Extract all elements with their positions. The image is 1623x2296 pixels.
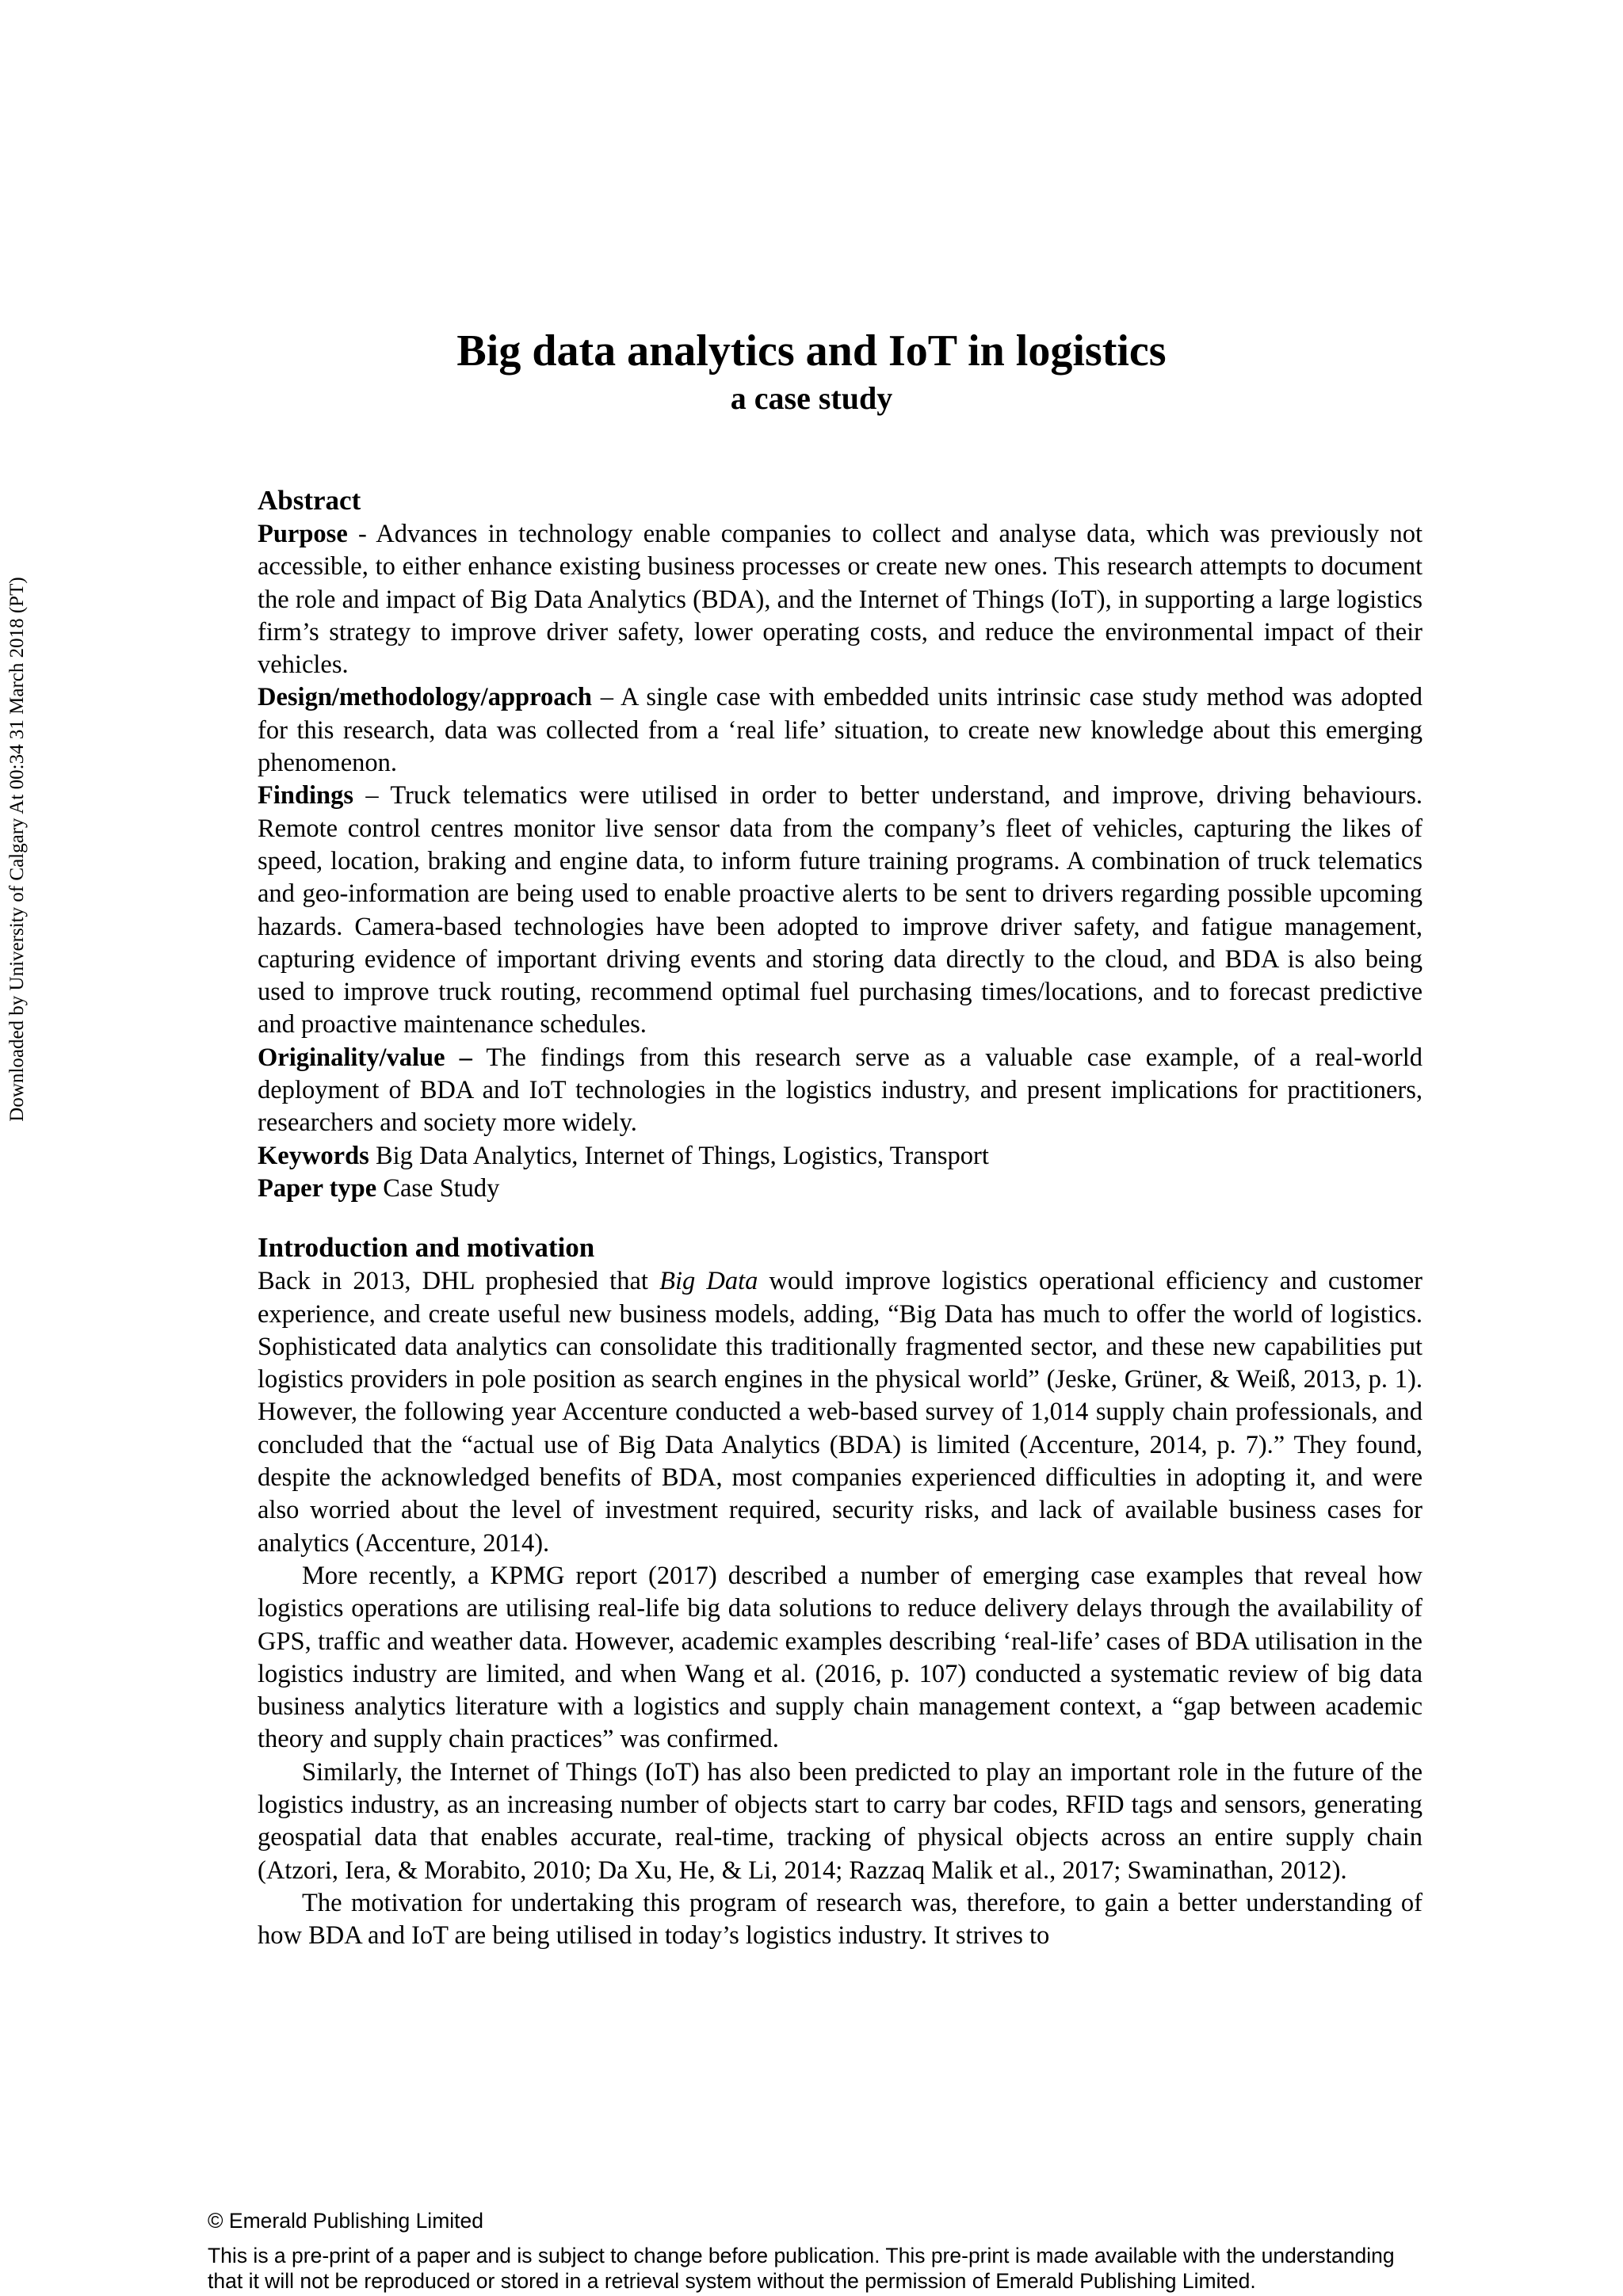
originality-text: The findings from this research serve as a valuable case example, of a real-world deployment of BDA and IoT technologies in the logistics industry, and present implications for practitioners, researchers and society more widely. <box>258 1043 1423 1138</box>
keywords-label: Keywords <box>258 1141 369 1170</box>
purpose-text: - Advances in technology enable companies to collect and analyse data, which was previously not accessible, to either enhance existing business processes or create new ones. This research attempts to document the role and impact of Big Data Analytics (BDA), and the Internet of Things (IoT), in supporting a large logistics firm’s strategy to improve driver safety, lower operating costs, and reduce the environmental impact of their vehicles. <box>258 520 1423 680</box>
design-label: Design/methodology/approach <box>258 683 592 712</box>
preprint-notice-line-2: that it will not be reproduced or stored in a retrieval system without the permission of Emerald Publishing Limited. <box>208 2269 1256 2293</box>
page-footer <box>208 2208 1476 2294</box>
abstract-originality <box>258 1042 1423 1140</box>
intro-paragraph-1 <box>258 1265 1423 1560</box>
findings-text: – Truck telematics were utilised in order to better understand, and improve, driving behaviours. Remote control centres monitor live sensor data from the company’s fleet of vehicles, capturing the likes of speed, location, braking and engine data, to inform future training programs. A combination of truck telematics and geo-information are being used to enable proactive alerts to be sent to drivers regarding possible upcoming hazards. Camera-based technologies have been adopted to improve driver safety, and fatigue management, capturing evidence of important driving events and storing data directly to the cloud, and BDA is also being used to improve truck routing, recommend optimal fuel purchasing times/locations, and to forecast predictive and proactive maintenance schedules. <box>258 781 1423 1039</box>
intro-paragraph-4: The motivation for undertaking this program of research was, therefore, to gain a better understanding of how BDA and IoT are being utilised in today’s logistics industry. It strives to <box>258 1888 1423 1951</box>
abstract-heading: Abstract <box>258 485 361 516</box>
abstract-keywords <box>258 1140 1423 1173</box>
introduction-heading: Introduction and motivation <box>258 1232 595 1264</box>
section-spacer <box>258 1205 1423 1230</box>
intro-p1-after: would improve logistics operational efficiency and customer experience, and create useful new business models, adding, “Big Data has much to offer the world of logistics. Sophisticated data analytics can consolidate this traditionally fragmented sector, and these new capabilities put logistics providers in pole position as search engines in the physical world” (Jeske, Grüner, & Weiß, 2013, p. 1). However, the following year Accenture conducted a web-based survey of 1,014 supply chain professionals, and concluded that the “actual use of Big Data Analytics (BDA) is limited (Accenture, 2014, p. 7).” They found, despite the acknowledged benefits of BDA, most companies experienced difficulties in adopting it, and were also worried about the level of investment required, security risks, and lack of available business cases for analytics (Accenture, 2014). <box>258 1267 1423 1558</box>
paper-body <box>258 483 1423 1952</box>
purpose-label: Purpose <box>258 520 348 548</box>
intro-p1-before: Back in 2013, DHL prophesied that <box>258 1267 660 1296</box>
intro-p1-emphasis: Big Data <box>659 1267 758 1296</box>
abstract-design <box>258 681 1423 780</box>
design-text: – A single case with embedded units intrinsic case study method was adopted for this research, data was collected from a ‘real life’ situation, to create new knowledge about this emerging phenomenon. <box>258 683 1423 778</box>
findings-label: Findings <box>258 781 354 810</box>
intro-paragraph-3: Similarly, the Internet of Things (IoT) has also been predicted to play an important role in the future of the logistics industry, as an increasing number of objects start to carry bar codes, RFID tags and sensors, generating geospatial data that enables accurate, real-time, tracking of physical objects across an entire supply chain (Atzori, Iera, & Morabito, 2010; Da Xu, He, & Li, 2014; Razzaq Malik et al., 2017; Swaminathan, 2012). <box>258 1757 1423 1885</box>
paper-subtitle: a case study <box>730 380 893 416</box>
abstract-findings <box>258 780 1423 1041</box>
keywords-text: Big Data Analytics, Internet of Things, Logistics, Transport <box>369 1141 989 1170</box>
download-watermark: Downloaded by University of Calgary At 00:34 31 March 2018 (PT) <box>6 577 28 1122</box>
paper-type-label: Paper type <box>258 1173 377 1203</box>
originality-label: Originality/value – <box>258 1043 472 1072</box>
abstract-purpose <box>258 518 1423 681</box>
paper-type-text: Case Study <box>376 1173 500 1203</box>
paper-title: Big data analytics and IoT in logistics <box>456 326 1167 376</box>
preprint-notice-line-1: This is a pre-print of a paper and is subject to change before publication. This pre-print is made available with the understanding <box>208 2244 1395 2267</box>
abstract-paper-type <box>258 1173 1423 1205</box>
intro-paragraph-2: More recently, a KPMG report (2017) described a number of emerging case examples that reveal how logistics operations are utilising real-life big data solutions to reduce delivery delays through the availability of GPS, traffic and weather data. However, academic examples describing ‘real-life’ cases of BDA utilisation in the logistics industry are limited, and when Wang et al. (2016, p. 107) conducted a systematic review of big data business analytics literature with a logistics and supply chain management context, a “gap between academic theory and supply chain practices” was confirmed. <box>258 1561 1423 1754</box>
copyright-line: © Emerald Publishing Limited <box>208 2209 483 2233</box>
